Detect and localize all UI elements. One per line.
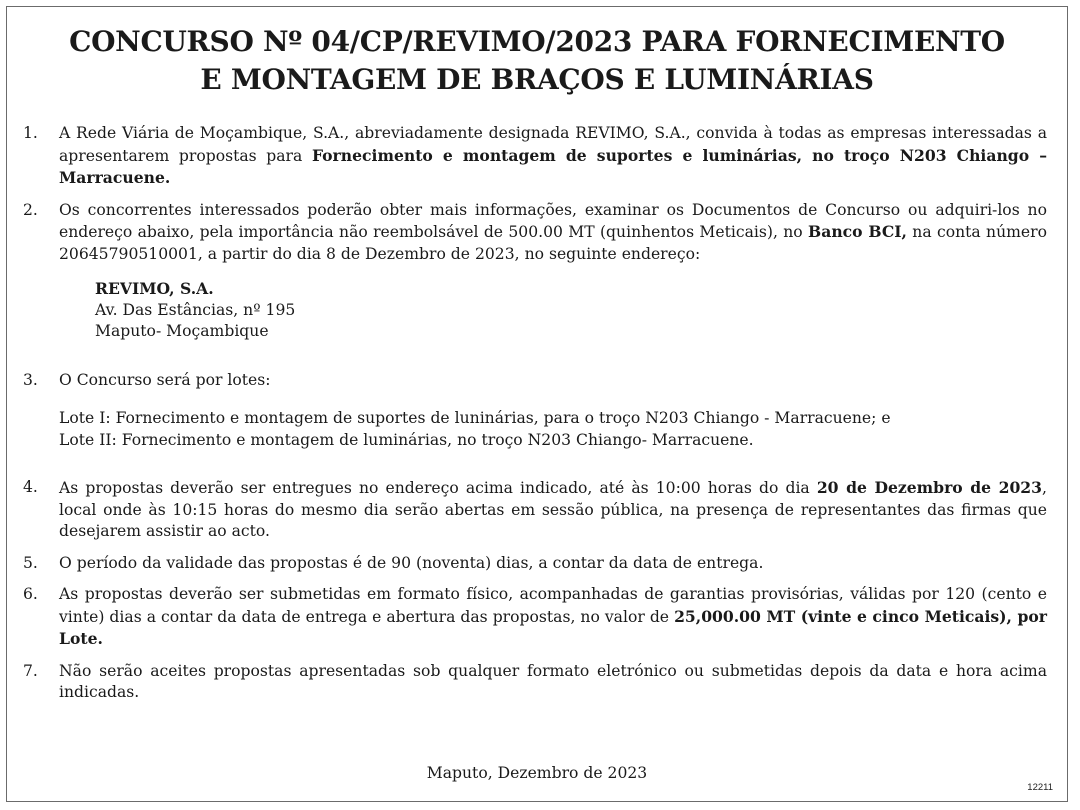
item-text-plain: A Rede Viária de Moçambique, S.A., abreviadamente designada REVIMO, S.A., convida à todas as empresas interessadas a apresentarem propostas para xyxy=(59,124,1047,165)
list-item-5 xyxy=(7,553,1067,575)
item-text: O período da validade das propostas é de 90 (noventa) dias, a contar da data de entrega. xyxy=(59,553,764,572)
list-item-4 xyxy=(7,477,1067,543)
address-city: Maputo- Moçambique xyxy=(95,322,269,340)
item-number: 7. xyxy=(23,661,38,680)
item-number: 5. xyxy=(23,553,38,572)
item-text: O Concurso será por lotes: xyxy=(59,370,271,389)
item-text-plain: As propostas deverão ser entregues no endereço acima indicado, até às 10:00 horas do dia xyxy=(59,479,817,497)
item-text-plain: na conta número 20645790510001, a partir do dia 8 de Dezembro de 2023, no seguinte endereço: xyxy=(59,223,1047,263)
item-text-plain: , local onde às 10:15 horas do mesmo dia serão abertas em sessão pública, na presença de representantes das firmas que desejarem assistir ao acto. xyxy=(59,479,1047,540)
item-text xyxy=(59,200,1047,266)
list-item-7 xyxy=(7,661,1067,704)
item-text-bold: Banco BCI, xyxy=(808,222,907,241)
place-and-date: Maputo, Dezembro de 2023 xyxy=(426,764,648,782)
item-number: 6. xyxy=(23,585,38,603)
reference-number: 12211 xyxy=(1027,782,1053,793)
address-name: REVIMO, S.A. xyxy=(95,279,214,298)
title-line-1: CONCURSO Nº 04/CP/REVIMO/2023 PARA FORNECIMENTO xyxy=(69,25,1005,58)
item-text-plain: Os concorrentes interessados poderão obter mais informações, examinar os Documentos de Concurso ou adquiri-los no endereço abaixo, pela importância não reembolsável de 500.00 MT (quinhentos Meticais), no xyxy=(59,200,1047,241)
title-line-2: E MONTAGEM DE BRAÇOS E LUMINÁRIAS xyxy=(200,63,874,96)
lot-2: Lote II: Fornecimento e montagem de luminárias, no troço N203 Chiango- Marracuene. xyxy=(59,430,754,449)
item-text-bold: 25,000.00 MT (vinte e cinco Meticais), por Lote. xyxy=(59,606,1047,648)
item-number: 2. xyxy=(23,200,38,219)
notice-title xyxy=(7,23,1067,99)
lot-1: Lote I: Fornecimento e montagem de suportes de luninárias, para o troço N203 Chiango - Marracuene; e xyxy=(59,409,891,427)
item-text-bold: 20 de Dezembro de 2023 xyxy=(816,478,1043,497)
item-number: 4. xyxy=(23,478,38,496)
list-item-3 xyxy=(7,370,1067,452)
item-text-plain: As propostas deverão ser submetidas em formato físico, acompanhadas de garantias provisórias, válidas por 120 (cento e vinte) dias a contar da data de entrega e abertura das propostas, no valor de xyxy=(59,585,1047,626)
lots-block xyxy=(59,408,1067,451)
items-list xyxy=(7,123,1067,704)
item-text xyxy=(59,584,1047,651)
item-number: 1. xyxy=(23,124,38,142)
address-street: Av. Das Estâncias, nº 195 xyxy=(95,300,296,319)
item-number: 3. xyxy=(23,370,38,389)
notice-frame xyxy=(6,6,1068,802)
item-text: Não serão aceites propostas apresentadas sob qualquer formato eletrónico ou submetidas depois da data e hora acima indicadas. xyxy=(59,661,1047,701)
list-item-6 xyxy=(7,584,1067,651)
list-item-1 xyxy=(7,123,1067,190)
list-item-2 xyxy=(7,200,1067,343)
item-text xyxy=(59,477,1047,543)
address-block xyxy=(95,278,1067,343)
item-text xyxy=(59,123,1047,190)
item-text-bold: Fornecimento e montagem de suportes e luminárias, no troço N203 Chiango – Marracuene. xyxy=(59,145,1047,187)
